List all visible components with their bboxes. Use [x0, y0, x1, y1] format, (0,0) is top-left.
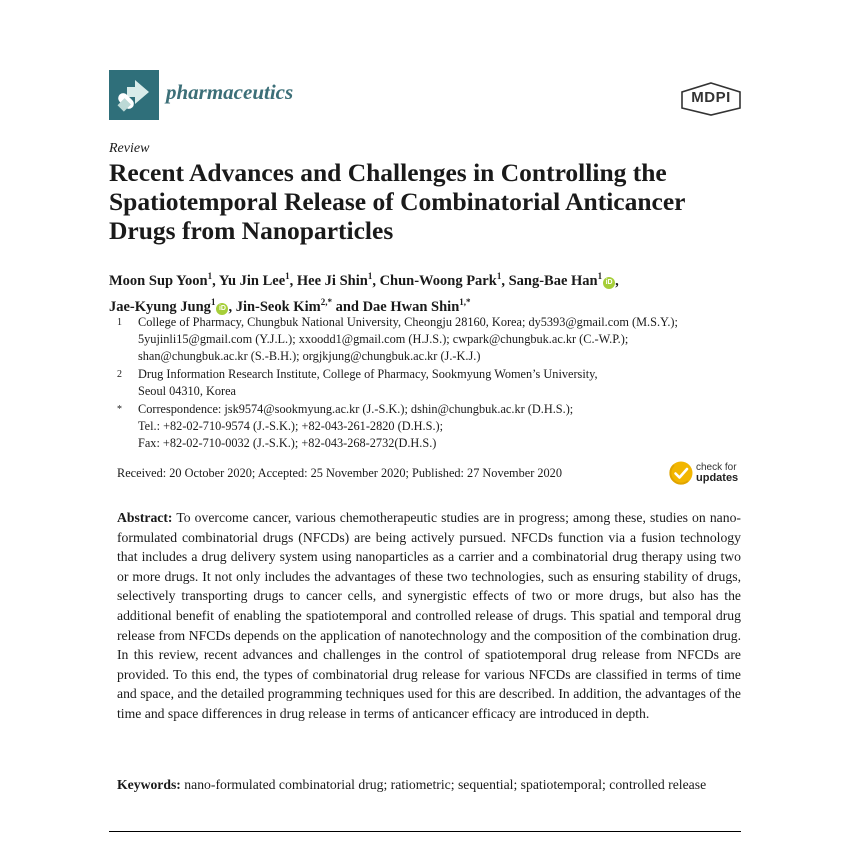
keywords — [117, 775, 741, 795]
correspondence-line: Fax: +82-02-710-0032 (J.-S.K.); +82-043-268-2732(D.H.S.) — [138, 436, 437, 450]
pill-arrow-icon — [109, 70, 159, 120]
check-updates-line1: check for — [696, 462, 737, 473]
article-title: Recent Advances and Challenges in Controlling the Spatiotemporal Release of Combinatorial Anticancer Drugs from Nanoparticles — [109, 158, 686, 245]
correspondence-line: Correspondence: jsk9574@sookmyung.ac.kr (J.-S.K.); dshin@chungbuk.ac.kr (D.H.S.); — [138, 402, 574, 416]
affiliation-line: Drug Information Research Institute, College of Pharmacy, Sookmyung Women’s University, — [138, 367, 598, 381]
author: Dae Hwan Shin$^{1,*}$ — [362, 296, 471, 315]
affiliation-line: Seoul 04310, Korea — [138, 384, 237, 398]
journal-name: pharmaceutics — [166, 80, 294, 104]
check-updates-icon — [668, 460, 694, 486]
affiliation-1 — [117, 314, 757, 365]
affiliation-line: College of Pharmacy, Chungbuk National University, Cheongju 28160, Korea; dy5393@gmail.com (M.S.Y.); — [138, 315, 678, 329]
publisher-name: MDPI — [691, 89, 731, 106]
abstract — [117, 508, 741, 724]
author: Hee Ji Shin$^1$, — [296, 271, 380, 289]
check-updates-line2: updates — [696, 472, 739, 484]
author: Sang-Bae Han$^1$iD , — [508, 271, 619, 289]
check-updates-label[interactable] — [696, 462, 738, 484]
correspondence-line: Tel.: +82-02-710-9574 (J.-S.K.); +82-043-261-2820 (D.H.S.); — [138, 419, 444, 433]
abstract-label: Abstract: — [117, 510, 173, 525]
orcid-icon[interactable]: iD — [216, 303, 228, 315]
publication-dates: Received: 20 October 2020; Accepted: 25 November 2020; Published: 27 November 2020 — [117, 466, 562, 480]
keywords-label: Keywords: — [117, 777, 181, 792]
correspondence — [117, 401, 757, 452]
correspondence-marker: * — [117, 404, 122, 415]
author: Jin-Seok Kim$^{2,*}$ and — [235, 296, 363, 315]
divider — [109, 831, 741, 832]
author: Chun-Woong Park$^1$, — [379, 271, 509, 289]
author: Jae-Kyung Jung$^1$iD , — [109, 296, 236, 315]
publisher-logo — [680, 82, 742, 116]
affiliation-2 — [117, 366, 757, 400]
affiliation-marker: 1 — [117, 317, 122, 328]
article-type: Review — [109, 141, 150, 156]
author: Yu Jin Lee$^1$, — [218, 271, 297, 289]
journal-logo — [109, 70, 159, 120]
orcid-icon[interactable]: iD — [603, 277, 615, 289]
affiliation-marker: 2 — [117, 369, 122, 380]
affiliation-line: shan@chungbuk.ac.kr (S.-B.H.); orgjkjung@chungbuk.ac.kr (J.-K.J.) — [138, 349, 481, 363]
abstract-text: To overcome cancer, various chemotherapeutic studies are in progress; among these, studies on nano-formulated combinatorial drugs (NFCDs) are being actively pursued. NFCDs function via a fusion technology that includes a drug delivery system using nanoparticles as a carrier and a combinatorial drug therapy using two or more drugs. It not only includes the advantages of these two technologies, such as ensuring stability of drugs, selectively transporting drugs to cancer cells, and synergistic effects of two or more drugs, but also has the additional benefit of enabling the spatiotemporal and controlled release of drugs. This spatial and temporal drug release from NFCDs depends on the application of nanotechnology and the composition of the combination drug. In this review, recent advances and challenges in the control of spatiotemporal drug release from NFCDs are provided. To this end, the types of combinatorial drug release for various NFCDs are classified in terms of time and space, and the detailed programming techniques used for this are described. In addition, the advantages of the time and space differences in drug release in terms of anticancer efficacy are introduced in depth. — [117, 510, 741, 721]
author: Moon Sup Yoon$^1$, — [109, 271, 219, 289]
affiliation-line: 5yujinli15@gmail.com (Y.J.L.); xxoodd1@gmail.com (H.J.S.); cwpark@chungbuk.ac.kr (C.-W.P.); — [138, 332, 629, 346]
keywords-text: nano-formulated combinatorial drug; ratiometric; sequential; spatiotemporal; controlled release — [184, 777, 707, 792]
author-list — [109, 266, 749, 318]
